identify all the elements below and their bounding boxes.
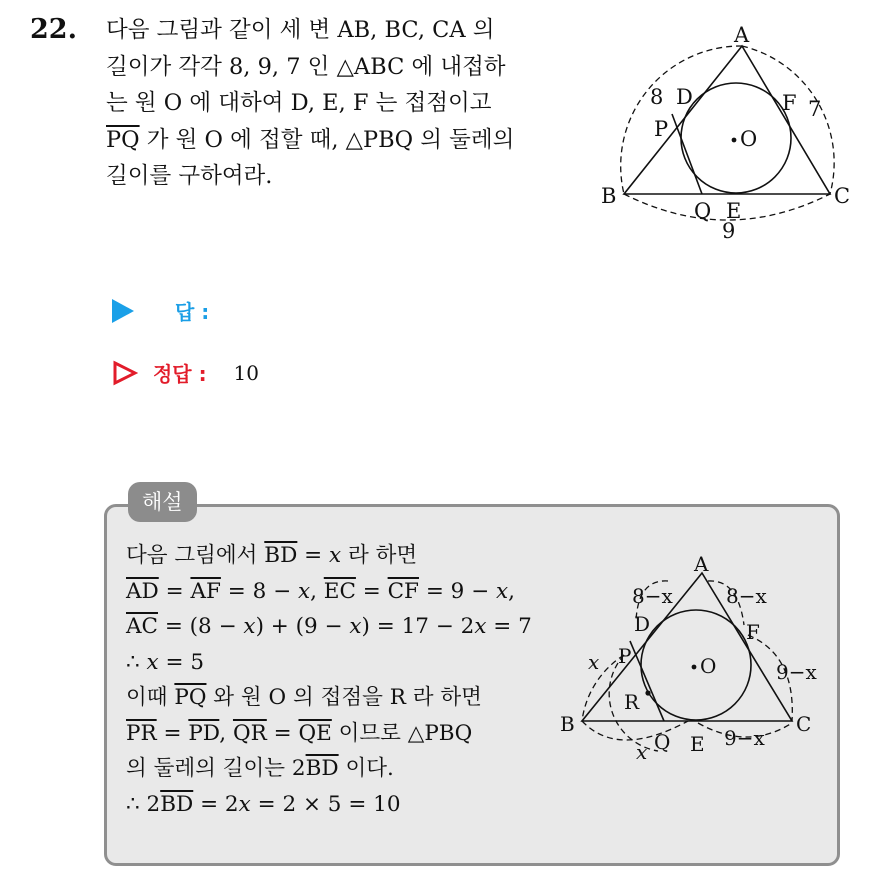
solution-line-6: $\overline{PR} = \overline{PD}$, $\overline{QR} = \overline{QE}$ 이므로 △PBQ bbox=[126, 720, 473, 746]
center-dot-2 bbox=[692, 665, 697, 670]
label-c: C bbox=[834, 184, 851, 208]
label-d-2: D bbox=[634, 612, 651, 636]
label-p-2: P bbox=[618, 644, 632, 668]
length-ce: 9−x bbox=[724, 726, 765, 750]
label-f: F bbox=[782, 91, 797, 115]
label-e: E bbox=[726, 199, 742, 223]
label-p: P bbox=[654, 117, 669, 141]
label-o-2: O bbox=[700, 654, 717, 678]
question-line-1: 다음 그림과 같이 세 변 AB, BC, CA 의 bbox=[106, 17, 495, 43]
correct-answer-label: 정답 : bbox=[152, 362, 207, 386]
length-bd: x bbox=[588, 650, 600, 674]
solution-line-4: ∴ x = 5 bbox=[126, 649, 205, 675]
length-ad: 8−x bbox=[632, 584, 673, 608]
question-figure bbox=[596, 18, 866, 248]
question-line-4: $\overline{PQ}$ 가 원 O 에 접할 때, △PBQ 의 둘레의 bbox=[106, 126, 515, 153]
label-a: A bbox=[734, 23, 750, 47]
label-q-2: Q bbox=[654, 730, 671, 754]
length-be: x bbox=[636, 740, 648, 764]
solution-line-8: ∴ $2\overline{BD} = 2x = 2 \times 5 = 10$ bbox=[126, 791, 401, 817]
incircle-o bbox=[681, 83, 791, 193]
question-line-2: 길이가 각각 8, 9, 7 인 △ABC 에 내접하 bbox=[106, 53, 506, 80]
point-r bbox=[645, 690, 650, 695]
solution-figure bbox=[558, 545, 838, 775]
answer-label: 답 : bbox=[174, 300, 210, 324]
label-q: Q bbox=[694, 199, 712, 223]
label-r-2: R bbox=[624, 690, 640, 714]
solution-line-7: 의 둘레의 길이는 $2\overline{BD}$ 이다. bbox=[126, 756, 394, 781]
length-bc: 9 bbox=[722, 219, 736, 243]
label-e-2: E bbox=[690, 732, 705, 756]
center-dot bbox=[732, 138, 737, 143]
length-af: 8−x bbox=[726, 584, 767, 608]
solution-text bbox=[126, 538, 532, 822]
label-c-2: C bbox=[796, 712, 812, 736]
answer-row bbox=[112, 296, 209, 325]
correct-answer-row bbox=[112, 358, 259, 387]
solution-line-1: 다음 그림에서 $\overline{BD} = x$ 라 하면 bbox=[126, 543, 418, 568]
correct-answer-value: 10 bbox=[233, 360, 259, 385]
outline-play-icon bbox=[112, 360, 138, 386]
label-o: O bbox=[740, 127, 758, 151]
length-ab: 8 bbox=[650, 85, 664, 109]
solution-line-2: $\overline{AD} = \overline{AF} = 8 - x$, $\overline{EC} = \overline{CF} = 9 - x$, bbox=[126, 578, 516, 604]
length-ca: 7 bbox=[808, 97, 822, 121]
play-icon bbox=[112, 299, 134, 323]
question-number: 22. bbox=[30, 14, 77, 45]
label-a-2: A bbox=[694, 552, 709, 576]
question-line-3: 는 원 O 에 대하여 D, E, F 는 접점이고 bbox=[106, 90, 492, 116]
incircle-o-2 bbox=[641, 610, 751, 720]
segment-pq-line bbox=[672, 114, 702, 194]
solution-tag: 해설 bbox=[128, 482, 197, 522]
segment-pq: $\overline{PQ}$ bbox=[106, 126, 140, 153]
label-d: D bbox=[676, 85, 693, 109]
question-text bbox=[106, 12, 576, 195]
question-line-5: 길이를 구하여라. bbox=[106, 163, 273, 189]
label-b-2: B bbox=[560, 712, 575, 736]
solution-line-5: 이때 $\overline{PQ}$ 와 원 O 의 접점을 R 라 하면 bbox=[126, 685, 482, 710]
solution-line-3: $\overline{AC} = (8 - x) + (9 - x) = 17 - 2x = 7$ bbox=[126, 614, 532, 639]
label-b: B bbox=[601, 184, 617, 208]
label-f-2: F bbox=[746, 620, 760, 644]
length-cf: 9−x bbox=[776, 660, 817, 684]
